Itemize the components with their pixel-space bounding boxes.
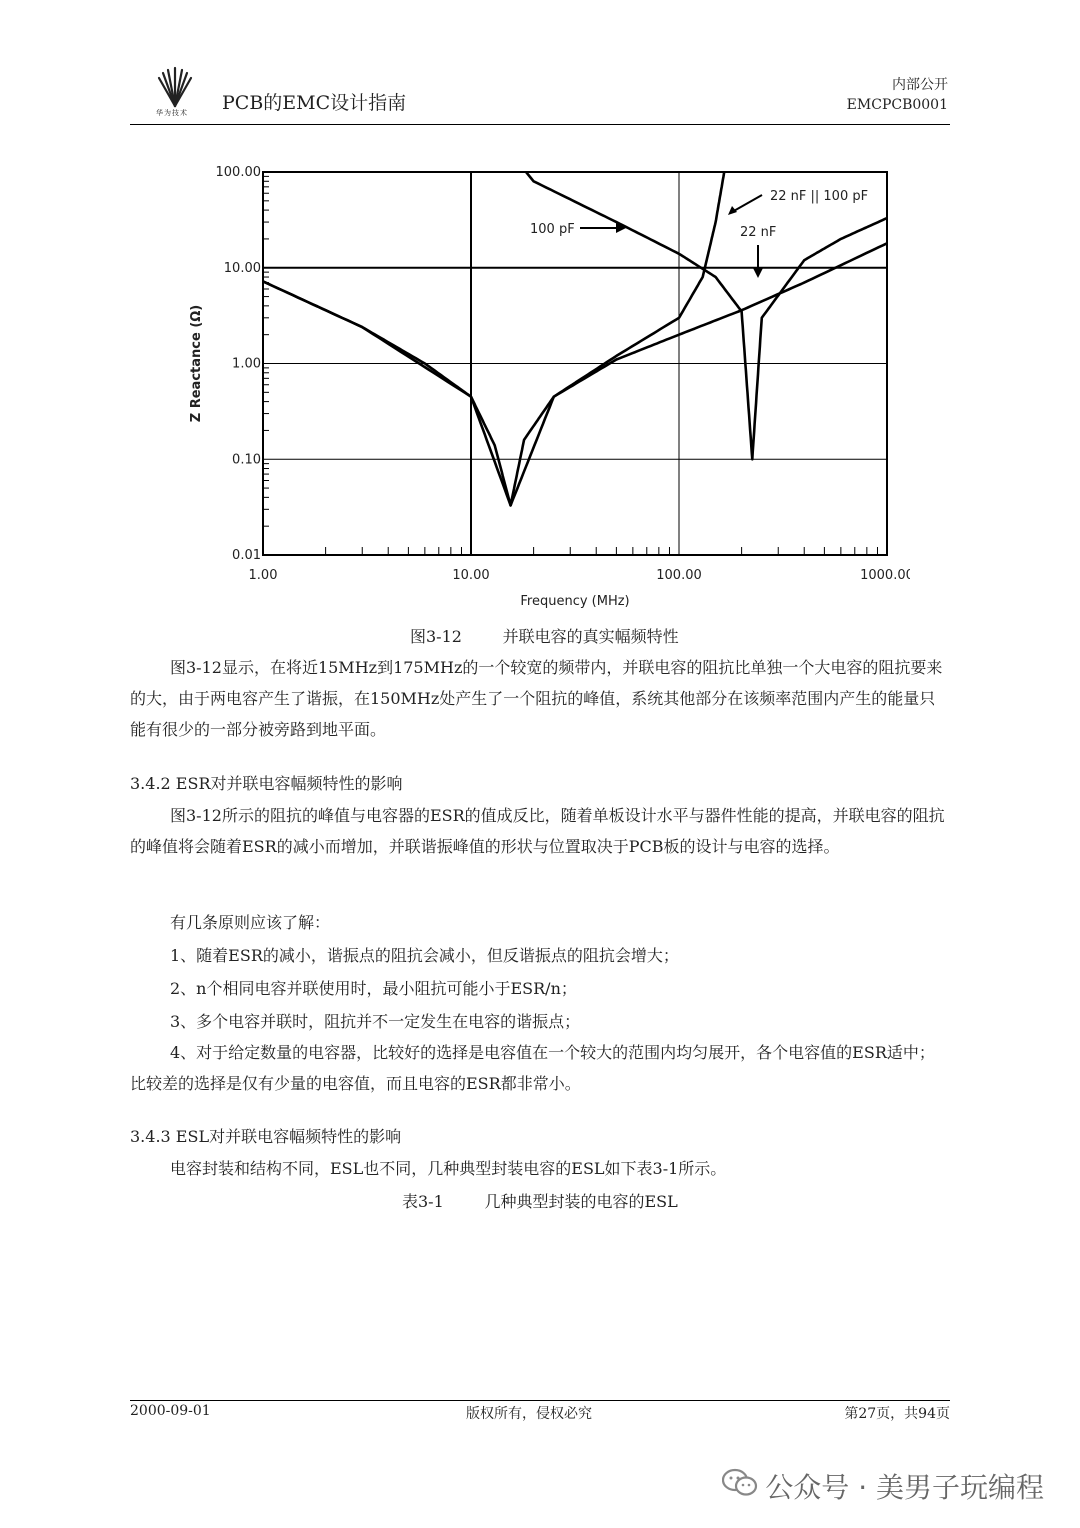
list-item-2: 2、n个相同电容并联使用时，最小阻抗可能小于ESR/n； — [170, 979, 577, 998]
annotation-arrowhead — [728, 206, 737, 215]
y-tick-label: 0.01 — [232, 548, 261, 563]
x-tick-label: 1.00 — [248, 568, 278, 583]
list-item-1: 1、随着ESR的减小，谐振点的阻抗会减小，但反谐振点的阻抗会增大； — [170, 946, 679, 965]
paragraph-2: 图3-12所示的阻抗的峰值与电容器的ESR的值成反比，随着单板设计水平与器件性能的提高，并联电容的阻抗的峰值将会随着ESR的减小而增加，并联谐振峰值的形状与位置取决于PCB板的设计与电容的选择。 — [130, 806, 945, 856]
list-item-3: 3、多个电容并联时，阻抗并不一定发生在电容的谐振点； — [170, 1012, 581, 1031]
section-heading-3-4-2: 3.4.2 ESR对并联电容幅频特性的影响 — [130, 774, 403, 793]
y-tick-label: 10.00 — [223, 260, 261, 276]
annotation-label: 100 pF — [530, 222, 575, 237]
y-tick-label: 100.00 — [215, 165, 261, 180]
classification-label: 内部公开 — [892, 77, 948, 93]
paragraph-1: 图3-12显示，在将近15MHz到175MHz的一个较宽的频带内，并联电容的阻抗比单独一个大电容的阻抗要来的大，由于两电容产生了谐振，在150MHz处产生了一个阻抗的峰值，系统其他部分在该频率范围内产生的能量只能有很少的一部分被旁路到地平面。 — [130, 658, 943, 739]
table-caption: 表3-1 几种典型封装的电容的ESL — [402, 1192, 678, 1211]
series-curve-22-nf-100-pf — [263, 172, 724, 505]
document-code: EMCPCB0001 — [846, 97, 948, 113]
x-tick-label: 1000.00 — [860, 568, 910, 583]
impedance-chart — [180, 150, 910, 620]
wechat-icon — [722, 1468, 758, 1498]
annotation-label: 22 nF — [740, 225, 777, 240]
chart-svg — [180, 150, 910, 620]
x-tick-label: 100.00 — [656, 568, 702, 583]
series-curve-22-nf — [263, 243, 887, 505]
annotation-arrowhead — [753, 268, 763, 278]
annotation-arrow — [732, 195, 762, 212]
section-heading-3-4-3: 3.4.3 ESL对并联电容幅频特性的影响 — [130, 1127, 402, 1146]
watermark-text: 公众号 · 美男子玩编程 — [765, 1471, 1044, 1504]
y-tick-label: 0.10 — [232, 452, 261, 468]
footer-rule — [130, 1400, 950, 1401]
header-right — [847, 75, 948, 115]
y-tick-label: 1.00 — [232, 356, 261, 372]
logo-text: 华为技术 — [156, 109, 188, 117]
x-axis-label: Frequency (MHz) — [520, 594, 630, 609]
header-rule — [130, 124, 950, 125]
document-title: PCB的EMC设计指南 — [222, 92, 407, 114]
x-tick-label: 10.00 — [452, 568, 490, 583]
footer-date: 2000-09-01 — [130, 1403, 211, 1419]
footer-copyright: 版权所有，侵权必究 — [466, 1406, 592, 1422]
y-axis-label: Z Reactance (Ω) — [189, 304, 204, 423]
list-item-4: 4、对于给定数量的电容器，比较好的选择是电容值在一个较大的范围内均匀展开，各个电容值的ESR适中；比较差的选择是仅有少量的电容值，而且电容的ESR都非常小。 — [130, 1043, 935, 1093]
paragraph-3: 有几条原则应该了解： — [170, 913, 331, 932]
figure-caption: 图3-12 并联电容的真实幅频特性 — [410, 627, 679, 646]
footer-page-number: 第27页，共94页 — [844, 1406, 950, 1422]
paragraph-4: 电容封装和结构不同，ESL也不同，几种典型封装电容的ESL如下表3-1所示。 — [170, 1159, 727, 1178]
company-logo-icon — [155, 66, 195, 110]
annotation-label: 22 nF || 100 pF — [770, 189, 869, 204]
